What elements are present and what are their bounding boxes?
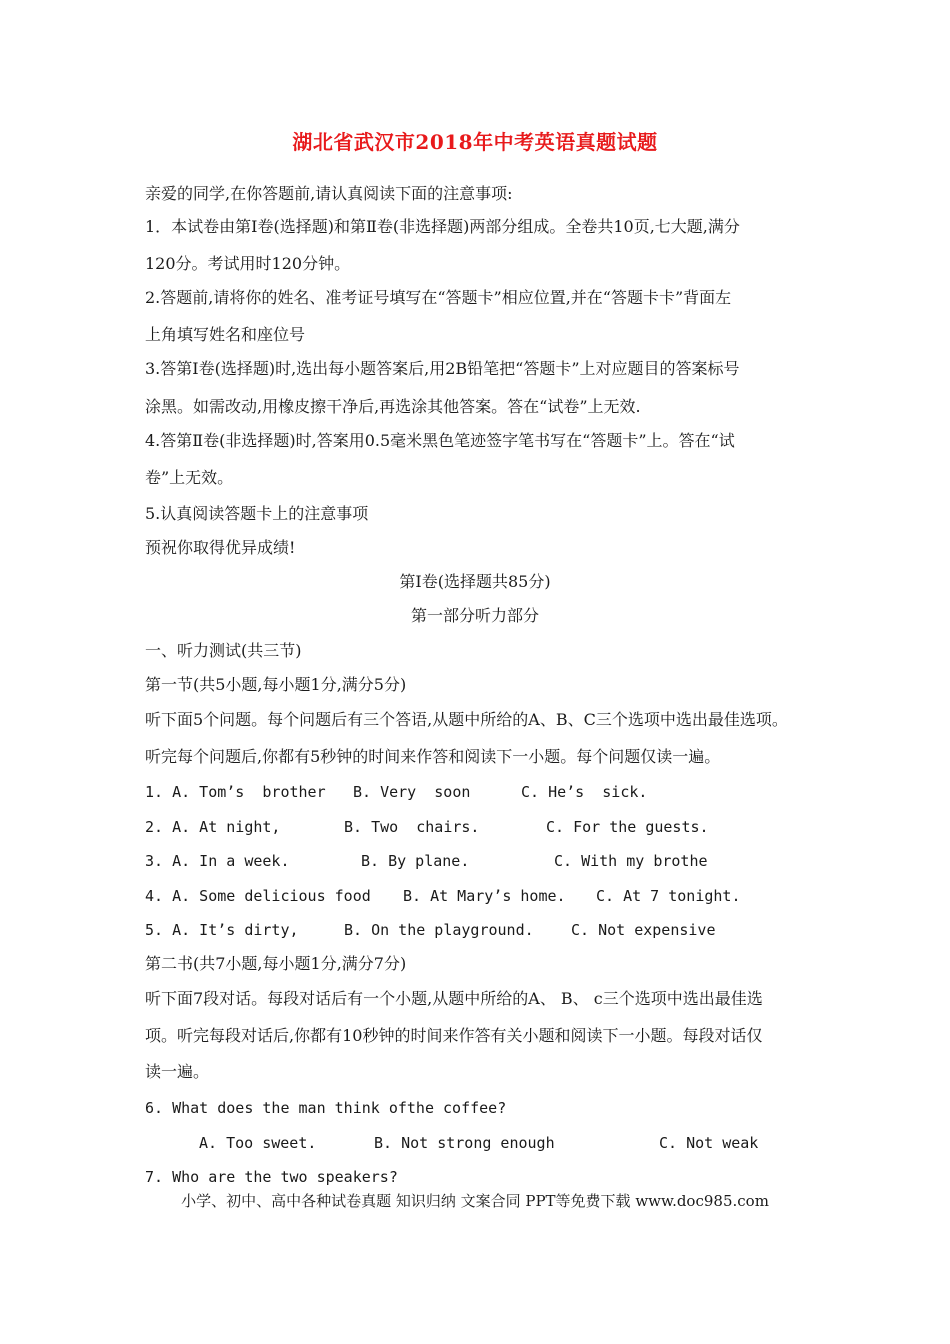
- section-2-instruction-line-1: 听下面7段对话。每段对话后有一个小题,从题中所给的A、 B、 c三个选项中选出最佳选: [145, 989, 763, 1008]
- option-c: C. Not expensive: [571, 921, 716, 939]
- notice-5: 5.认真阅读答题卡上的注意事项: [145, 504, 369, 523]
- option-b: B. Not strong enough: [374, 1134, 555, 1152]
- wish-text: 预祝你取得优异成绩!: [145, 538, 296, 557]
- option-c: C. Not weak: [659, 1134, 759, 1152]
- document-title: 湖北省武汉市2018年中考英语真题试题: [292, 130, 658, 154]
- section-1-instruction-line-1: 听下面5个问题。每个问题后有三个答语,从题中所给的A、B、C三个选项中选出最佳选项。: [145, 710, 788, 729]
- notice-4-line-1: 4.答第Ⅱ卷(非选择题)时,答案用0.5毫米黑色笔迹签字笔书写在“答题卡”上。答在“试: [145, 431, 735, 450]
- notice-4-line-2: 卷”上无效。: [145, 468, 234, 487]
- notice-2-line-2: 上角填写姓名和座位号: [145, 325, 306, 344]
- option-a: 2. A. At night,: [145, 818, 281, 836]
- notice-2-line-1: 2.答题前,请将你的姓名、准考证号填写在“答题卡”相应位置,并在“答题卡卡”背面左: [145, 288, 732, 307]
- option-c: C. With my brothe: [554, 852, 708, 870]
- option-c: C. For the guests.: [546, 818, 709, 836]
- option-b: B. Very soon: [353, 783, 471, 801]
- section-2-heading: 第二书(共7小题,每小题1分,满分7分): [145, 954, 407, 973]
- option-b: B. At Mary’s home.: [403, 887, 566, 905]
- part-heading: 第Ⅰ卷(选择题共85分): [399, 572, 551, 591]
- option-b: B. On the playground.: [344, 921, 534, 939]
- section-2-instruction-line-2: 项。听完每段对话后,你都有10秒钟的时间来作答有关小题和阅读下一小题。每段对话仅: [145, 1026, 763, 1045]
- intro-greeting: 亲爱的同学,在你答题前,请认真阅读下面的注意事项:: [145, 184, 513, 203]
- option-a: 5. A. It’s dirty,: [145, 921, 299, 939]
- section-1-instruction-line-2: 听完每个问题后,你都有5秒钟的时间来作答和阅读下一小题。每个问题仅读一遍。: [145, 747, 721, 766]
- notice-1-line-2: 120分。考试用时120分钟。: [145, 254, 351, 273]
- section-1-heading: 第一节(共5小题,每小题1分,满分5分): [145, 675, 407, 694]
- option-a: 4. A. Some delicious food: [145, 887, 371, 905]
- section-2-instruction-line-3: 读一遍。: [145, 1062, 210, 1081]
- option-b: B. Two chairs.: [344, 818, 480, 836]
- option-c: C. At 7 tonight.: [596, 887, 741, 905]
- page-footer: 小学、初中、高中各种试卷真题 知识归纳 文案合同 PPT等免费下载 www.doc985.com: [181, 1192, 769, 1210]
- option-a: 1. A. Tom’s brother: [145, 783, 326, 801]
- option-c: C. He’s sick.: [521, 783, 648, 801]
- notice-1-line-1: 1．本试卷由第Ⅰ卷(选择题)和第Ⅱ卷(非选择题)两部分组成。全卷共10页,七大题,满分: [145, 217, 740, 236]
- section-title: 一、听力测试(共三节): [145, 641, 302, 660]
- part-subheading: 第一部分听力部分: [410, 606, 539, 625]
- notice-3-line-2: 涂黑。如需改动,用橡皮擦干净后,再选涂其他答案。答在“试卷”上无效.: [145, 397, 641, 416]
- question-7: 7. Who are the two speakers?: [145, 1168, 398, 1186]
- option-a: 3. A. In a week.: [145, 852, 290, 870]
- option-b: B. By plane.: [361, 852, 470, 870]
- question-6: 6. What does the man think ofthe coffee?: [145, 1099, 507, 1117]
- option-a: A. Too sweet.: [199, 1134, 317, 1152]
- notice-3-line-1: 3.答第Ⅰ卷(选择题)时,选出每小题答案后,用2B铅笔把“答题卡”上对应题目的答案标号: [145, 359, 740, 378]
